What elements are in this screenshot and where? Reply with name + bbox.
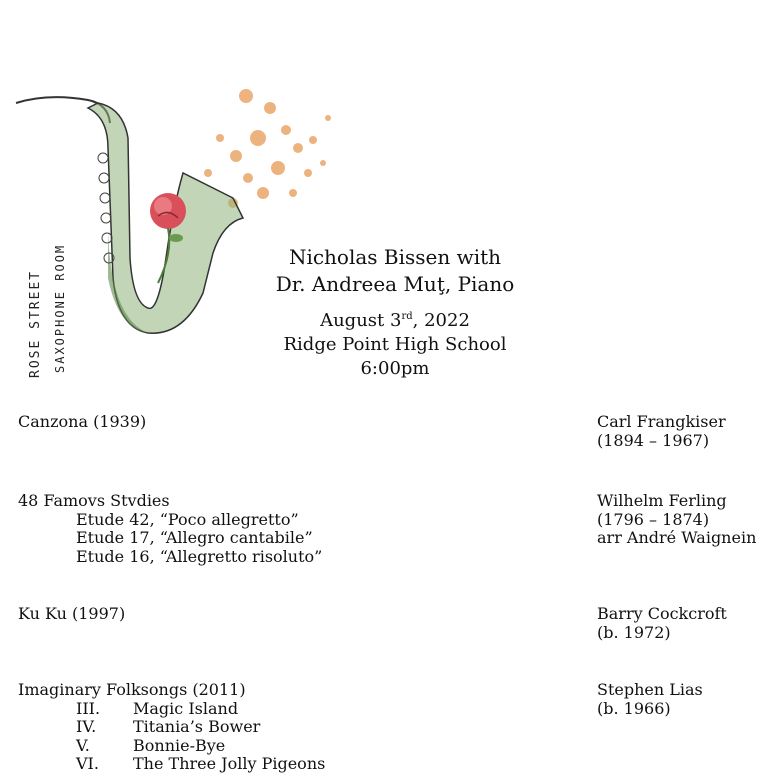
logo-text-saxophone-room: SAXOPHONE ROOM [53,243,67,373]
composer-dates: (b. 1972) [597,622,671,642]
concert-header [245,244,545,381]
movement-number: III. [76,698,101,718]
etude-item: Etude 42, “Poco allegretto” [76,509,299,529]
movement-name: The Three Jolly Pigeons [133,754,326,773]
composer-name: Wilhelm Ferling [597,491,727,510]
movement-item [18,737,578,756]
composer-dates: (1796 – 1874) [597,509,710,529]
composer-name: Barry Cockcroft [597,604,727,623]
composer-name: Stephen Lias [597,680,703,699]
performer-line-1: Nicholas Bissen with [288,245,502,269]
movement-number: IV. [76,717,97,736]
concert-details [245,309,545,381]
performer-line-2: Dr. Andreea Muţ, Piano [275,272,515,296]
movement-name: Magic Island [133,698,239,718]
composer-name: Carl Frangkiser [597,412,726,431]
movement-name: Titania’s Bower [133,717,261,736]
date-year: , 2022 [412,310,470,331]
movement-item [18,755,578,774]
movement-number: VI. [76,754,99,773]
etude-item: Etude 16, “Allegretto risoluto” [76,546,323,566]
date-main: August 3 [320,310,402,331]
concert-date [245,309,545,333]
movement-name: Bonnie-Bye [133,735,226,755]
piece-title: Canzona (1939) [18,412,147,431]
logo-text-rose-street: ROSE STREET [28,269,43,378]
piece-title: Ku Ku (1997) [18,604,126,623]
composer-dates: (1894 – 1967) [597,430,710,450]
arranger: arr André Waignein [597,528,757,547]
movement-number: V. [76,735,90,755]
concert-time: 6:00pm [360,358,430,379]
piece-title: 48 Famovs Stvdies [18,491,170,510]
concert-venue: Ridge Point High School [283,334,507,355]
etude-item: Etude 17, “Allegro cantabile” [76,528,313,547]
date-suffix: rd [401,311,413,322]
composer-dates: (b. 1966) [597,698,671,718]
movement-item [18,718,578,737]
movement-item [18,700,578,719]
piece-title: Imaginary Folksongs (2011) [18,680,246,699]
